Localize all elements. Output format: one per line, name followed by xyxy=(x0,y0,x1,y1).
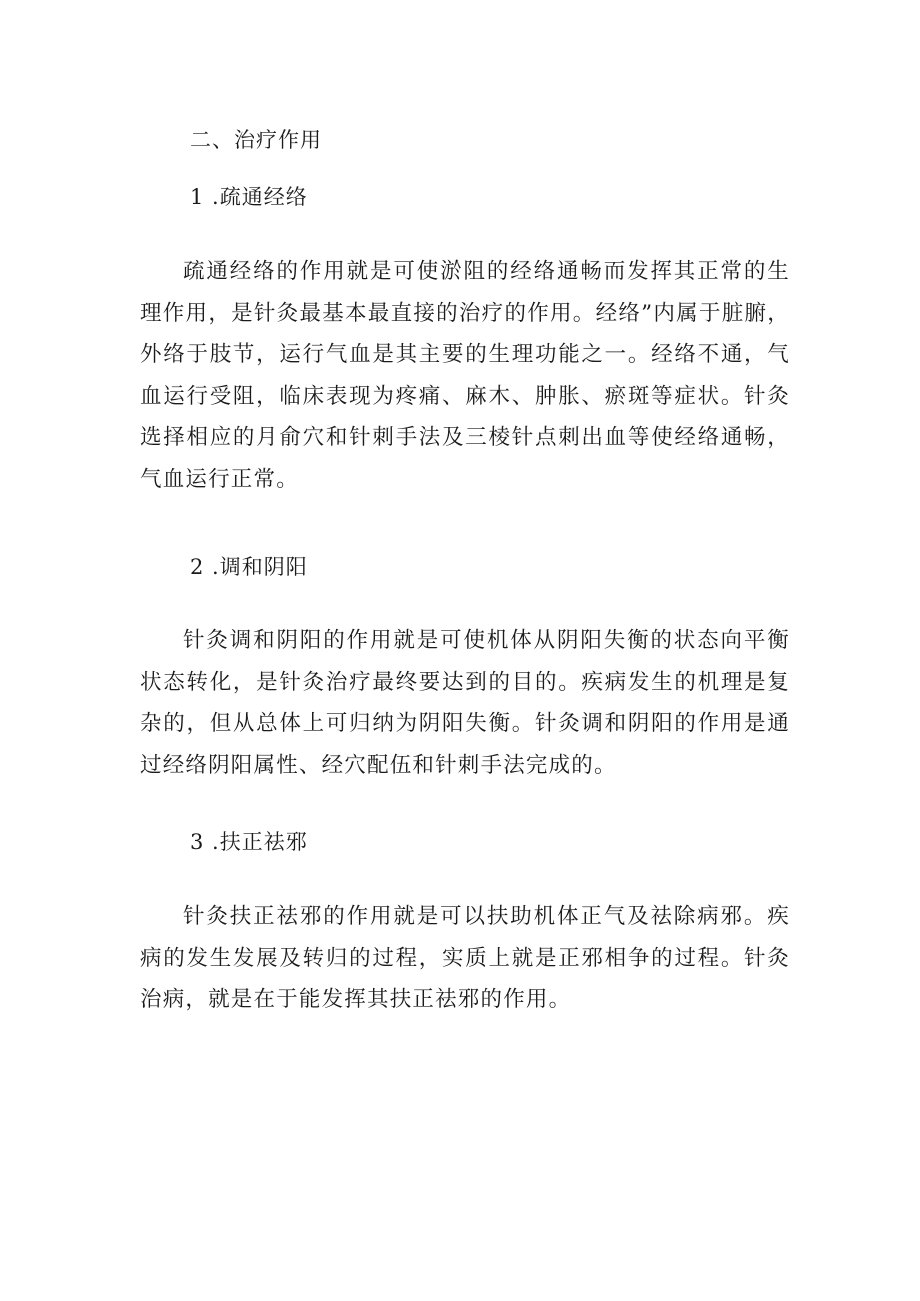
subsection-heading-1: 1 .疏通经络 xyxy=(190,185,308,209)
paragraph-2: 针灸调和阴阳的作用就是可使机体从阴阳失衡的状态向平衡状态转化，是针灸治疗最终要达到的目的。疾病发生的机理是复杂的，但从总体上可归纳为阴阳失衡。针灸调和阴阳的作用是通过经络阴阳属性、经穴配伍和针刺手法完成的。 xyxy=(140,628,790,778)
paragraph-3: 针灸扶正祛邪的作用就是可以扶助机体正气及祛除病邪。疾病的发生发展及转归的过程，实质上就是正邪相争的过程。针灸治病，就是在于能发挥其扶正祛邪的作用。 xyxy=(140,904,790,1012)
subsection-heading-2: 2 .调和阴阳 xyxy=(190,555,308,579)
paragraph-1: 疏通经络的作用就是可使淤阻的经络通畅而发挥其正常的生理作用，是针灸最基本最直接的治疗的作用。经络”内属于脏腑，外络于肢节，运行气血是其主要的生理功能之一。经络不通，气血运行受阻，临床表现为疼痛、麻木、肿胀、瘀斑等症状。针灸选择相应的月俞穴和针刺手法及三棱针点刺出血等使经络通畅，气血运行正常。 xyxy=(140,259,790,492)
section-title: 二、治疗作用 xyxy=(190,128,322,152)
subsection-heading-3: 3 .扶正祛邪 xyxy=(190,830,308,854)
